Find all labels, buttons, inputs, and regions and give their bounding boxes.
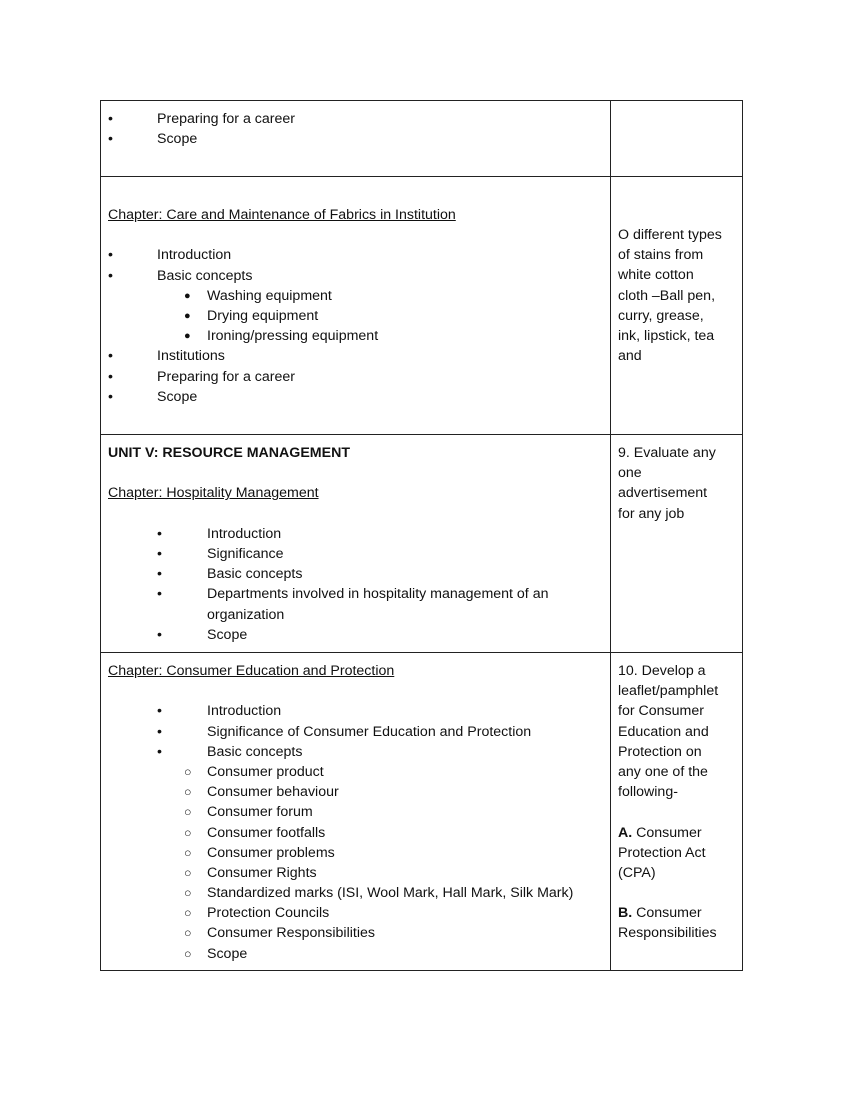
sub-list-item: ○ Consumer behaviour xyxy=(108,782,603,802)
sub-list-item: ○ Standardized marks (ISI, Wool Mark, Hall Mark, Silk Mark) xyxy=(108,883,603,903)
topics-cell xyxy=(101,177,611,435)
list-item: • Preparing for a career xyxy=(108,367,603,387)
list-item: • Significance xyxy=(108,544,603,564)
sub-list-item: ○ Consumer product xyxy=(108,762,603,782)
table-row xyxy=(101,101,743,177)
bullet: • xyxy=(108,131,113,148)
bullet: • xyxy=(108,111,113,127)
sub-list-item: ○ Consumer Responsibilities xyxy=(108,923,603,943)
list-item: • Scope xyxy=(108,129,603,149)
syllabus-table xyxy=(100,100,743,971)
list-item: • Introduction xyxy=(108,701,603,721)
sub-list-item: ● Ironing/pressing equipment xyxy=(108,326,603,346)
sub-list-item: ○ Consumer problems xyxy=(108,843,603,863)
circle-bullet: ○ xyxy=(184,764,192,779)
sub-list-item: ○ Consumer footfalls xyxy=(108,823,603,843)
circle-bullet: ○ xyxy=(184,906,192,921)
sub-list-item: ○ Protection Councils xyxy=(108,903,603,923)
topics-cell xyxy=(101,653,611,971)
list-item: • Basic concepts xyxy=(108,742,603,762)
sub-list-item: ○ Scope xyxy=(108,944,603,964)
list-item: • Significance of Consumer Education and Protection xyxy=(108,722,603,742)
bullet: • xyxy=(108,247,113,264)
activity-cell: 10. Develop a leaflet/pamphlet for Consumer Education and Protection on any one of the following- A. Consumer Protection Act (CPA) B. Consumer Responsibilities xyxy=(611,653,743,971)
bullet: • xyxy=(108,348,113,365)
sub-list-item: ○ Consumer forum xyxy=(108,802,603,822)
circle-bullet: ○ xyxy=(184,946,192,961)
sub-list-item: ● Washing equipment xyxy=(108,286,603,306)
list-item: • Basic concepts xyxy=(108,266,603,286)
circle-bullet: ○ xyxy=(184,785,192,800)
circle-bullet: ○ xyxy=(184,886,192,901)
unit-heading: UNIT V: RESOURCE MANAGEMENT xyxy=(108,445,350,461)
list-item: • Scope xyxy=(108,625,603,645)
sub-list-item: ○ Consumer Rights xyxy=(108,863,603,883)
list-item: • Introduction xyxy=(108,524,603,544)
circle-bullet: ○ xyxy=(184,845,192,860)
option-b: B. Consumer xyxy=(618,905,702,922)
list-item: • Preparing for a career xyxy=(108,109,603,129)
bullet: • xyxy=(157,723,162,740)
topics-cell xyxy=(101,101,611,177)
bullet: • xyxy=(157,566,162,583)
dot-bullet: ● xyxy=(184,289,191,302)
chapter-title: Chapter: Consumer Education and Protection xyxy=(108,663,395,679)
topics-cell xyxy=(101,435,611,653)
table-row xyxy=(101,653,743,971)
bullet: • xyxy=(108,267,113,284)
list-item: • Departments involved in hospitality management of an organization xyxy=(157,586,549,623)
bullet: • xyxy=(157,743,162,760)
bullet: • xyxy=(157,626,162,643)
circle-bullet: ○ xyxy=(184,926,192,941)
bullet: • xyxy=(157,545,162,562)
circle-bullet: ○ xyxy=(184,865,192,880)
list-item: • Institutions xyxy=(108,346,603,366)
bullet: • xyxy=(108,388,113,405)
table-row xyxy=(101,435,743,653)
activity-cell: 9. Evaluate any one advertisement for any job xyxy=(611,435,743,653)
list-item: • Scope xyxy=(108,387,603,407)
list-item: • Basic concepts xyxy=(108,564,603,584)
chapter-title: Chapter: Care and Maintenance of Fabrics in Institution xyxy=(108,207,456,223)
activity-cell: O different types of stains from white cotton cloth –Ball pen, curry, grease, ink, lipstick, tea and xyxy=(611,177,743,435)
circle-bullet: ○ xyxy=(184,805,192,820)
sub-list-item: ● Drying equipment xyxy=(108,306,603,326)
option-a: A. Consumer xyxy=(618,824,702,841)
dot-bullet: ● xyxy=(184,330,191,343)
bullet: • xyxy=(157,525,162,542)
list-item: • Introduction xyxy=(108,245,603,265)
bullet: • xyxy=(108,368,113,385)
activity-cell xyxy=(611,101,743,177)
chapter-title: Chapter: Hospitality Management xyxy=(108,485,319,502)
circle-bullet: ○ xyxy=(184,825,192,840)
table-row xyxy=(101,177,743,435)
bullet: • xyxy=(157,703,162,720)
bullet: • xyxy=(157,586,162,603)
dot-bullet: ● xyxy=(184,309,191,322)
